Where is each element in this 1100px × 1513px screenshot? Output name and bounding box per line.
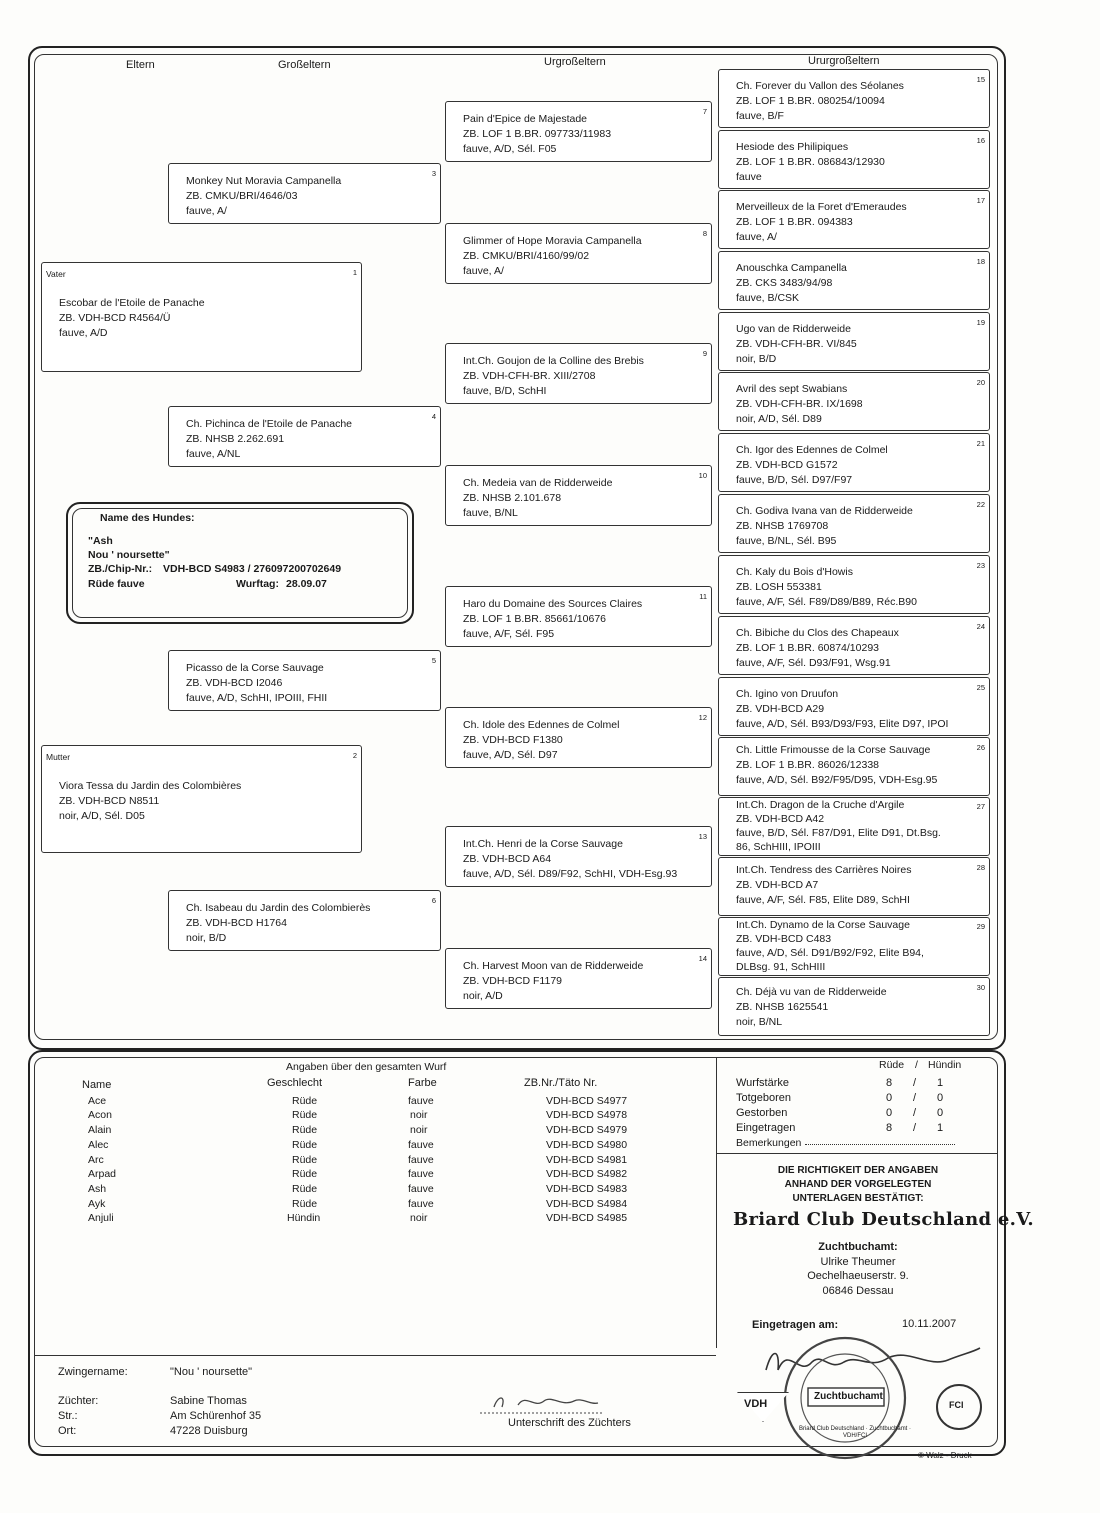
litter-row-name: Ayk: [88, 1197, 106, 1210]
great-grandparent-box-12: [445, 707, 712, 768]
dog-name: Ch. Idole des Edennes de Colmel: [463, 719, 620, 731]
box-number: 26: [976, 743, 985, 752]
box-number: 24: [976, 622, 985, 631]
litter-col-header: Geschlecht: [267, 1077, 323, 1089]
dog-name: Hesiode des Philipiques: [736, 141, 849, 153]
litter-col-header: Name: [82, 1079, 112, 1091]
breeder-street: Am Schürenhof 35: [170, 1410, 262, 1422]
dog-details: fauve, A/D, Sél. D97: [463, 749, 558, 761]
stats-male: 0: [886, 1092, 893, 1104]
box-number: 6: [431, 896, 436, 905]
dog-registry: ZB. CMKU/BRI/4160/99/02: [463, 250, 590, 262]
stats-sep: /: [913, 1077, 917, 1089]
litter-row-name: Ace: [88, 1094, 107, 1107]
litter-row-name: Anjuli: [88, 1212, 114, 1225]
dog-registry: ZB. VDH-BCD I2046: [186, 677, 283, 689]
dog-registry: ZB. LOSH 553381: [736, 581, 822, 593]
vdh-logo-text: VDH: [744, 1398, 768, 1410]
dog-name-line1: "Ash: [88, 535, 113, 547]
dog-name: Ch. Kaly du Bois d'Howis: [736, 566, 853, 578]
chip-value: VDH-BCD S4983 / 276097200702649: [163, 563, 342, 575]
stats-separators: [913, 1076, 916, 1136]
litter-row-zb: VDH-BCD S4978: [546, 1109, 628, 1122]
stamp-ring-text: Briard Club Deutschland · Zuchtbuchamt · VDH/FCI: [798, 1426, 912, 1439]
dog-details: fauve, A/D, SchHI, IPOIII, FHII: [186, 692, 328, 704]
office-label: Zuchtbuchamt:: [818, 1241, 898, 1253]
office-person: Ulrike Theumer: [820, 1255, 896, 1268]
dog-name-box: [66, 502, 414, 624]
litter-row-zb: VDH-BCD S4982: [546, 1168, 628, 1181]
dog-details: noir, A/D, Sél. D89: [736, 413, 822, 425]
stats-sep: /: [913, 1107, 917, 1119]
dog-details: fauve, A/NL: [186, 448, 241, 460]
dog-registry: ZB. VDH-BCD A42: [736, 813, 825, 825]
litter-row-color: noir: [410, 1109, 428, 1122]
box-number: 22: [976, 500, 985, 509]
dog-details: fauve, A/: [463, 265, 504, 277]
stats-sep: /: [913, 1092, 917, 1104]
dog-details: fauve, B/D, Sél. F87/D91, Elite D91, Dt.Bsg.: [736, 827, 941, 839]
stats-male-values: [886, 1076, 892, 1136]
stats-head-female: Hündin: [928, 1059, 962, 1071]
dog-registry: ZB. VDH-CFH-BR. VI/845: [736, 338, 857, 350]
litter-row-sex: Rüde: [292, 1168, 318, 1181]
dog-registry: ZB. CMKU/BRI/4646/03: [186, 190, 298, 202]
dog-name: Ch. Pichinca de l'Etoile de Panache: [186, 418, 353, 430]
litter-row-name: Alec: [88, 1138, 109, 1151]
great-grandparent-box-8: [445, 223, 712, 284]
box-number: 3: [431, 169, 436, 178]
box-number: 7: [702, 107, 707, 116]
dog-registry: ZB. VDH-BCD F1380: [463, 734, 563, 746]
printer-mark: © Walz - Druck: [918, 1451, 972, 1460]
dog-details: fauve, B/CSK: [736, 292, 800, 304]
dog-details: fauve, A/D, Sél. D89/F92, SchHI, VDH-Esg.93: [463, 868, 678, 880]
box-number: 21: [976, 439, 985, 448]
dog-registry: ZB. VDH-BCD F1179: [463, 975, 562, 987]
kennel-value: "Nou ' noursette": [170, 1366, 253, 1378]
stats-male: 8: [886, 1122, 893, 1134]
box-number: 25: [976, 683, 985, 692]
role-label: Vater: [46, 269, 66, 279]
registered-label: Eingetragen am:: [752, 1319, 839, 1331]
grandparent-box-5: [168, 650, 441, 711]
stats-female-values: [937, 1076, 943, 1136]
dog-name: Ugo van de Ridderweide: [736, 323, 851, 335]
dog-name: Ch. Medeia van de Ridderweide: [463, 477, 613, 489]
role-label: Mutter: [46, 752, 71, 762]
dog-registry: ZB. NHSB 1769708: [736, 520, 829, 532]
litter-col-sex: [267, 1076, 322, 1226]
dog-name: Ch. Igor des Edennes de Colmel: [736, 444, 888, 456]
stats-label: Eingetragen: [736, 1122, 796, 1134]
club-office: [718, 1240, 998, 1298]
litter-row-zb: VDH-BCD S4984: [546, 1197, 628, 1210]
dog-details-cont: 86, SchHIII, IPOIII: [736, 841, 821, 853]
breeder-city: 47228 Duisburg: [170, 1425, 248, 1437]
breeder-divider: [35, 1355, 716, 1356]
stats-female: 1: [937, 1122, 944, 1134]
ggg-box-26: [718, 737, 990, 796]
litter-row-sex: Rüde: [292, 1182, 318, 1195]
stats-head-sep: /: [915, 1059, 918, 1071]
club-confirmation: [718, 1164, 998, 1206]
ggg-box-23: [718, 555, 990, 614]
confirm-line: UNTERLAGEN BESTÄTIGT:: [792, 1193, 924, 1204]
dog-registry: ZB. VDH-BCD A7: [736, 879, 819, 891]
stats-remarks-label: Bemerkungen: [736, 1137, 802, 1149]
breeder-values: [170, 1365, 261, 1439]
header-ururgrosseltern: Ururgroßeltern: [808, 55, 880, 67]
dog-details: fauve, A/D, Sél. B92/F95/D95, VDH-Esg.95: [736, 774, 938, 786]
club-logo-text: Briard Club Deutschland e.V.: [733, 1209, 1034, 1230]
litter-col-zb: [524, 1076, 627, 1226]
box-number: 29: [976, 922, 985, 931]
grandparent-box-4: [168, 406, 441, 467]
ggg-box-24: [718, 616, 990, 675]
litter-row-color: fauve: [408, 1153, 434, 1166]
dog-registry: ZB. NHSB 1625541: [736, 1001, 829, 1013]
dog-registry: ZB. NHSB 2.262.691: [186, 433, 285, 445]
box-number: 15: [976, 75, 985, 84]
dog-name: Ch. Godiva Ivana van de Ridderweide: [736, 505, 913, 517]
ggg-box-28: [718, 857, 990, 916]
litter-divider-vertical: [716, 1058, 717, 1348]
box-number: 14: [698, 954, 707, 963]
dog-name: Picasso de la Corse Sauvage: [186, 662, 324, 674]
dog-name: Int.Ch. Goujon de la Colline des Brebis: [463, 355, 644, 367]
dog-name-line2: Nou ' noursette": [88, 549, 170, 561]
street-label: Str.:: [58, 1410, 78, 1422]
box-number: 9: [702, 349, 707, 358]
stats-label: Gestorben: [736, 1107, 788, 1119]
box-number: 16: [976, 136, 985, 145]
dog-registry: ZB. LOF 1 B.BR. 086843/12930: [736, 156, 885, 168]
ggg-box-15: [718, 69, 990, 128]
dog-name: Int.Ch. Dragon de la Cruche d'Argile: [736, 799, 905, 811]
registered-date: 10.11.2007: [902, 1318, 957, 1330]
dog-name: Ch. Forever du Vallon des Séolanes: [736, 80, 904, 92]
dog-name: Int.Ch. Dynamo de la Corse Sauvage: [736, 919, 910, 931]
ggg-box-27: [718, 797, 990, 856]
dog-details: fauve, B/D, SchHI: [463, 385, 547, 397]
dog-name: Ch. Isabeau du Jardin des Colombierès: [186, 902, 371, 914]
ggg-box-25: [718, 677, 990, 736]
dog-details-cont: DLBsg. 91, SchHIII: [736, 961, 826, 973]
dog-sex-color: Rüde fauve: [88, 578, 145, 590]
box-number: 13: [698, 832, 707, 841]
breeder-name: Sabine Thomas: [170, 1395, 247, 1407]
dog-details: fauve, B/D, Sél. D97/F97: [736, 474, 853, 486]
litter-row-color: noir: [410, 1212, 428, 1225]
grandparent-box-3: [168, 163, 441, 224]
litter-col-header: Farbe: [408, 1077, 437, 1089]
box-number: 18: [976, 257, 985, 266]
litter-row-name: Ash: [88, 1182, 107, 1195]
litter-row-color: fauve: [408, 1138, 434, 1151]
dog-details: fauve, B/F: [736, 110, 784, 122]
stats-label: Totgeboren: [736, 1092, 792, 1104]
stats-remarks-row: [736, 1136, 955, 1151]
dog-name: Pain d'Epice de Majestade: [463, 113, 588, 125]
dog-details: fauve, B/NL: [463, 507, 518, 519]
dog-details: noir, B/D: [186, 932, 227, 944]
box-number: 12: [698, 713, 707, 722]
dog-details: fauve, A/: [736, 231, 777, 243]
dog-registry: ZB. LOF 1 B.BR. 080254/10094: [736, 95, 885, 107]
great-grandparent-box-7: [445, 101, 712, 162]
box-number: 11: [699, 592, 707, 601]
mother-registry: ZB. VDH-BCD N8511: [59, 795, 160, 807]
breeder-labels: [58, 1365, 128, 1439]
litter-row-color: fauve: [408, 1094, 434, 1107]
fci-logo-text: FCI: [949, 1400, 964, 1410]
header-grosseltern: Großeltern: [278, 59, 331, 71]
box-number: 10: [698, 471, 707, 480]
parent-box-mother: [41, 745, 362, 853]
dog-registry: ZB. CKS 3483/94/98: [736, 277, 833, 289]
stats-divider: [716, 1153, 997, 1154]
great-grandparent-box-14: [445, 948, 712, 1009]
litter-col-header: ZB.Nr./Täto Nr.: [524, 1077, 598, 1089]
box-number: 20: [976, 378, 985, 387]
dog-registry: ZB. LOF 1 B.BR. 097733/11983: [463, 128, 612, 140]
mother-name: Viora Tessa du Jardin des Colombières: [59, 780, 242, 792]
remarks-dotted-line: [805, 1144, 955, 1145]
box-number: 4: [431, 412, 436, 421]
stats-female: 0: [937, 1107, 944, 1119]
dog-details: fauve, B/NL, Sél. B95: [736, 535, 837, 547]
dog-registry: ZB. LOF 1 B.BR. 094383: [736, 216, 853, 228]
ggg-box-17: [718, 190, 990, 249]
dog-details: fauve, A/: [186, 205, 227, 217]
stats-female: 0: [937, 1092, 944, 1104]
litter-row-color: noir: [410, 1124, 428, 1137]
ggg-box-19: [718, 312, 990, 371]
dog-name: Ch. Igino von Druufon: [736, 688, 839, 700]
dog-name: Avril des sept Swabians: [736, 383, 848, 395]
litter-row-color: fauve: [408, 1197, 434, 1210]
litter-col-name: [82, 1078, 116, 1226]
litter-row-zb: VDH-BCD S4977: [546, 1094, 628, 1107]
dog-registry: ZB. VDH-BCD A64: [463, 853, 552, 865]
litter-row-zb: VDH-BCD S4985: [546, 1212, 628, 1225]
stats-male: 8: [886, 1077, 893, 1089]
dog-registry: ZB. NHSB 2.101.678: [463, 492, 562, 504]
ggg-box-22: [718, 494, 990, 553]
dog-registry: ZB. VDH-BCD H1764: [186, 917, 287, 929]
stats-label: Wurfstärke: [736, 1077, 789, 1089]
box-number: 27: [976, 802, 985, 811]
dog-name: Ch. Little Frimousse de la Corse Sauvage: [736, 744, 931, 756]
dog-details: fauve, A/D, Sél. D91/B92/F92, Elite B94,: [736, 947, 924, 959]
box-number: 1: [352, 268, 357, 277]
litter-row-name: Acon: [88, 1109, 112, 1122]
confirm-line: DIE RICHTIGKEIT DER ANGABEN: [777, 1165, 939, 1176]
litter-row-name: Arc: [88, 1153, 104, 1166]
ggg-box-21: [718, 433, 990, 492]
litter-row-color: fauve: [408, 1182, 434, 1195]
breeder-signature: [478, 1391, 608, 1417]
litter-row-zb: VDH-BCD S4981: [546, 1153, 628, 1166]
dog-details: fauve, A/F, Sél. D93/F91, Wsg.91: [736, 657, 891, 669]
header-eltern: Eltern: [126, 59, 155, 71]
dog-registry: ZB. VDH-CFH-BR. XIII/2708: [463, 370, 596, 382]
litter-row-name: Arpad: [88, 1168, 117, 1181]
great-grandparent-box-9: [445, 343, 712, 404]
litter-row-sex: Rüde: [292, 1109, 318, 1122]
club-logo: [733, 1209, 1034, 1230]
box-number: 2: [352, 751, 357, 760]
dog-name: Int.Ch. Tendress des Carrières Noires: [736, 864, 912, 876]
litter-row-zb: VDH-BCD S4979: [546, 1124, 628, 1137]
birth-value: 28.09.07: [286, 578, 327, 590]
dog-name: Ch. Harvest Moon van de Ridderweide: [463, 960, 644, 972]
dog-name: Monkey Nut Moravia Campanella: [186, 175, 342, 187]
dog-details: noir, B/D: [736, 353, 777, 365]
litter-row-zb: VDH-BCD S4983: [546, 1182, 628, 1195]
dog-name: Glimmer of Hope Moravia Campanella: [463, 235, 642, 247]
city-label: Ort:: [58, 1425, 77, 1437]
dog-registry: ZB. LOF 1 B.BR. 86026/12338: [736, 759, 880, 771]
stats-labels: [736, 1076, 955, 1151]
litter-row-name: Alain: [88, 1124, 112, 1137]
parent-box-father: [41, 262, 362, 372]
dog-details: fauve: [736, 171, 762, 183]
dog-details: fauve, A/F, Sél. F89/D89/B89, Réc.B90: [736, 596, 917, 608]
dog-name: Merveilleux de la Foret d'Emeraudes: [736, 201, 907, 213]
stamp-center-text: Zuchtbuchamt: [814, 1391, 883, 1402]
ggg-box-20: [718, 372, 990, 431]
box-number: 28: [976, 863, 985, 872]
litter-row-sex: Rüde: [292, 1138, 318, 1151]
dog-registry: ZB. VDH-BCD A29: [736, 703, 825, 715]
dog-details: fauve, A/D, Sél. B93/D93/F93, Elite D97, IPOI: [736, 718, 949, 730]
box-number: 17: [976, 196, 985, 205]
office-street: Oechelhaeuserstr. 9.: [807, 1270, 909, 1282]
dog-registry: ZB. VDH-BCD C483: [736, 933, 832, 945]
office-city: 06846 Dessau: [822, 1284, 894, 1297]
kennel-label: Zwingername:: [58, 1366, 128, 1378]
ggg-box-30: [718, 977, 990, 1036]
stats-male: 0: [886, 1107, 893, 1119]
stats-head-male: Rüde: [879, 1059, 905, 1071]
ggg-box-29: [718, 917, 990, 976]
litter-row-color: fauve: [408, 1168, 434, 1181]
box-number: 5: [431, 656, 436, 665]
birth-label: Wurftag:: [236, 578, 279, 590]
box-number: 23: [976, 561, 985, 570]
litter-row-sex: Rüde: [292, 1153, 318, 1166]
dog-name: Anouschka Campanella: [736, 262, 847, 274]
great-grandparent-box-10: [445, 465, 712, 526]
dog-details: noir, A/D: [463, 990, 503, 1002]
signature-label: Unterschrift des Züchters: [508, 1417, 631, 1429]
stats-female: 1: [937, 1077, 944, 1089]
dog-name: Haro du Domaine des Sources Claires: [463, 598, 643, 610]
father-name: Escobar de l'Etoile de Panache: [59, 297, 205, 309]
dog-details: fauve, A/F, Sél. F85, Elite D89, SchHI: [736, 894, 910, 906]
box-number: 30: [976, 983, 985, 992]
stats-sep: /: [913, 1122, 917, 1134]
dog-registry: ZB. LOF 1 B.BR. 60874/10293: [736, 642, 880, 654]
dog-registry: ZB. LOF 1 B.BR. 85661/10676: [463, 613, 607, 625]
great-grandparent-box-11: [445, 586, 712, 647]
header-urgrosseltern: Urgroßeltern: [544, 56, 606, 68]
dog-name: Int.Ch. Henri de la Corse Sauvage: [463, 838, 623, 850]
dog-label: Name des Hundes:: [100, 512, 195, 524]
dog-details: noir, B/NL: [736, 1016, 783, 1028]
litter-row-zb: VDH-BCD S4980: [546, 1138, 628, 1151]
dog-name: Ch. Déjà vu van de Ridderweide: [736, 986, 887, 998]
litter-col-color: [408, 1076, 437, 1226]
box-number: 19: [976, 318, 985, 327]
breeder-label: Züchter:: [58, 1395, 99, 1407]
chip-label: ZB./Chip-Nr.:: [88, 563, 153, 575]
dog-name: Ch. Bibiche du Clos des Chapeaux: [736, 627, 899, 639]
litter-row-sex: Rüde: [292, 1197, 318, 1210]
litter-row-sex: Rüde: [292, 1124, 318, 1137]
litter-title: Angaben über den gesamten Wurf: [286, 1061, 447, 1073]
grandparent-box-6: [168, 890, 441, 951]
father-registry: ZB. VDH-BCD R4564/Ü: [59, 312, 171, 324]
dog-registry: ZB. VDH-CFH-BR. IX/1698: [736, 398, 863, 410]
litter-row-sex: Hündin: [287, 1212, 321, 1225]
ggg-box-18: [718, 251, 990, 310]
dog-registry: ZB. VDH-BCD G1572: [736, 459, 838, 471]
ggg-box-16: [718, 130, 990, 189]
litter-row-sex: Rüde: [292, 1094, 318, 1107]
confirm-line: ANHAND DER VORGELEGTEN: [784, 1179, 932, 1190]
dog-details: fauve, A/D, Sél. F05: [463, 143, 557, 155]
dog-details: fauve, A/F, Sél. F95: [463, 628, 555, 640]
mother-details: noir, A/D, Sél. D05: [59, 810, 145, 822]
box-number: 8: [702, 229, 707, 238]
father-details: fauve, A/D: [59, 327, 108, 339]
great-grandparent-box-13: [445, 826, 712, 887]
